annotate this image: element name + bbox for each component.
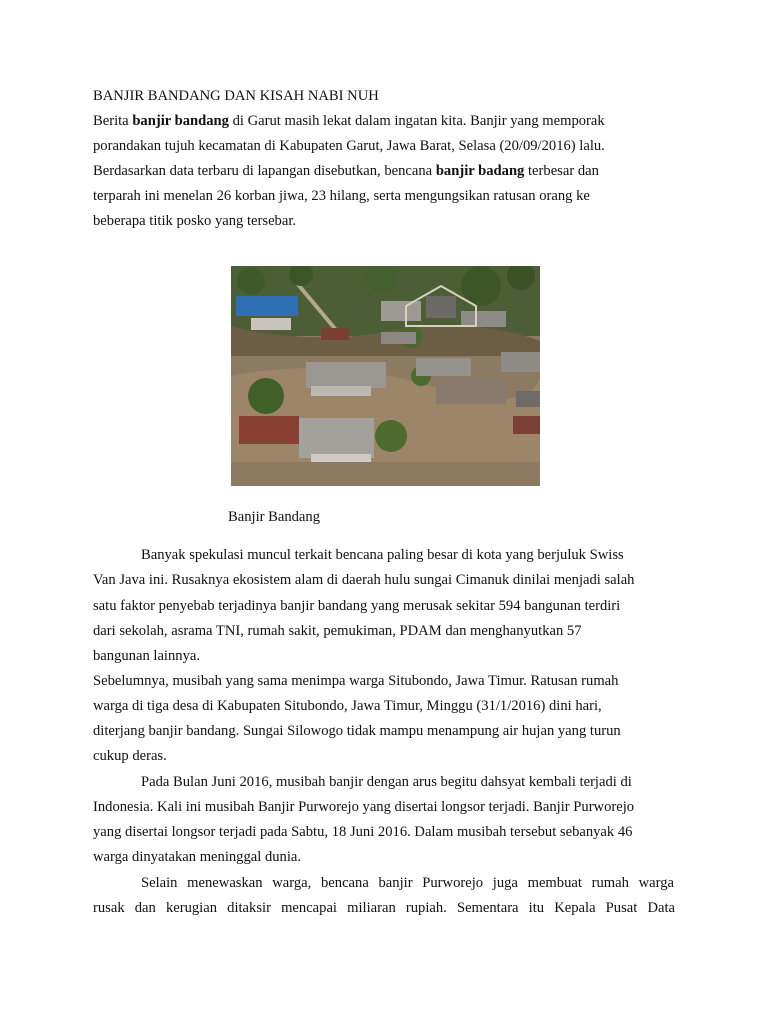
intro-line-1-pre: Berita xyxy=(93,113,133,129)
body-line-5: bangunan lainnya. xyxy=(93,648,200,664)
body-line-1: Banyak spekulasi muncul terkait bencana paling besar di kota yang berjuluk Swiss xyxy=(141,547,624,563)
body-line-14: Selain menewaskan warga, bencana banjir Purworejo juga membuat rumah warga xyxy=(141,875,674,891)
body-line-9: cukup deras. xyxy=(93,748,167,764)
body-line-6: Sebelumnya, musibah yang sama menimpa warga Situbondo, Jawa Timur. Ratusan rumah xyxy=(93,673,619,689)
body-line-12: yang disertai longsor terjadi pada Sabtu, 18 Juni 2016. Dalam musibah tersebut sebanyak 46 xyxy=(93,824,633,840)
intro-line-1-post: di Garut masih lekat dalam ingatan kita. Banjir yang memporak xyxy=(228,113,605,129)
intro-line-3-pre: Berdasarkan data terbaru di lapangan disebutkan, bencana xyxy=(93,163,436,179)
flood-photo xyxy=(231,266,540,486)
flood-photo-illustration xyxy=(231,266,540,486)
intro-line-2: porandakan tujuh kecamatan di Kabupaten Garut, Jawa Barat, Selasa (20/09/2016) lalu. xyxy=(93,138,605,154)
intro-line-1 xyxy=(93,112,605,130)
body-line-7: warga di tiga desa di Kabupaten Situbondo, Jawa Timur, Minggu (31/1/2016) dini hari, xyxy=(93,698,602,714)
body-line-15: rusak dan kerugian ditaksir mencapai miliaran rupiah. Sementara itu Kepala Pusat Data xyxy=(93,900,675,916)
body-line-4: dari sekolah, asrama TNI, rumah sakit, pemukiman, PDAM dan menghanyutkan 57 xyxy=(93,623,582,639)
body-line-3: satu faktor penyebab terjadinya banjir bandang yang merusak sekitar 594 bangunan terdiri xyxy=(93,598,621,614)
body-line-13: warga dinyatakan meninggal dunia. xyxy=(93,849,302,865)
intro-line-3 xyxy=(93,162,599,180)
document-title: BANJIR BANDANG DAN KISAH NABI NUH xyxy=(93,88,379,104)
body-line-8: diterjang banjir bandang. Sungai Silowogo tidak mampu menampung air hujan yang turun xyxy=(93,723,621,739)
body-line-10: Pada Bulan Juni 2016, musibah banjir dengan arus begitu dahsyat kembali terjadi di xyxy=(141,774,632,790)
intro-line-4: terparah ini menelan 26 korban jiwa, 23 hilang, serta mengungsikan ratusan orang ke xyxy=(93,188,590,204)
intro-line-3-post: terbesar dan xyxy=(524,163,599,179)
intro-line-3-bold: banjir badang xyxy=(435,163,525,179)
body-line-2: Van Java ini. Rusaknya ekosistem alam di daerah hulu sungai Cimanuk dinilai menjadi salah xyxy=(93,572,635,588)
intro-line-1-bold: banjir bandang xyxy=(132,113,229,129)
figure-caption: Banjir Bandang xyxy=(228,508,321,525)
body-line-11: Indonesia. Kali ini musibah Banjir Purworejo yang disertai longsor terjadi. Banjir Purworejo xyxy=(93,799,635,815)
intro-line-5: beberapa titik posko yang tersebar. xyxy=(93,213,297,229)
